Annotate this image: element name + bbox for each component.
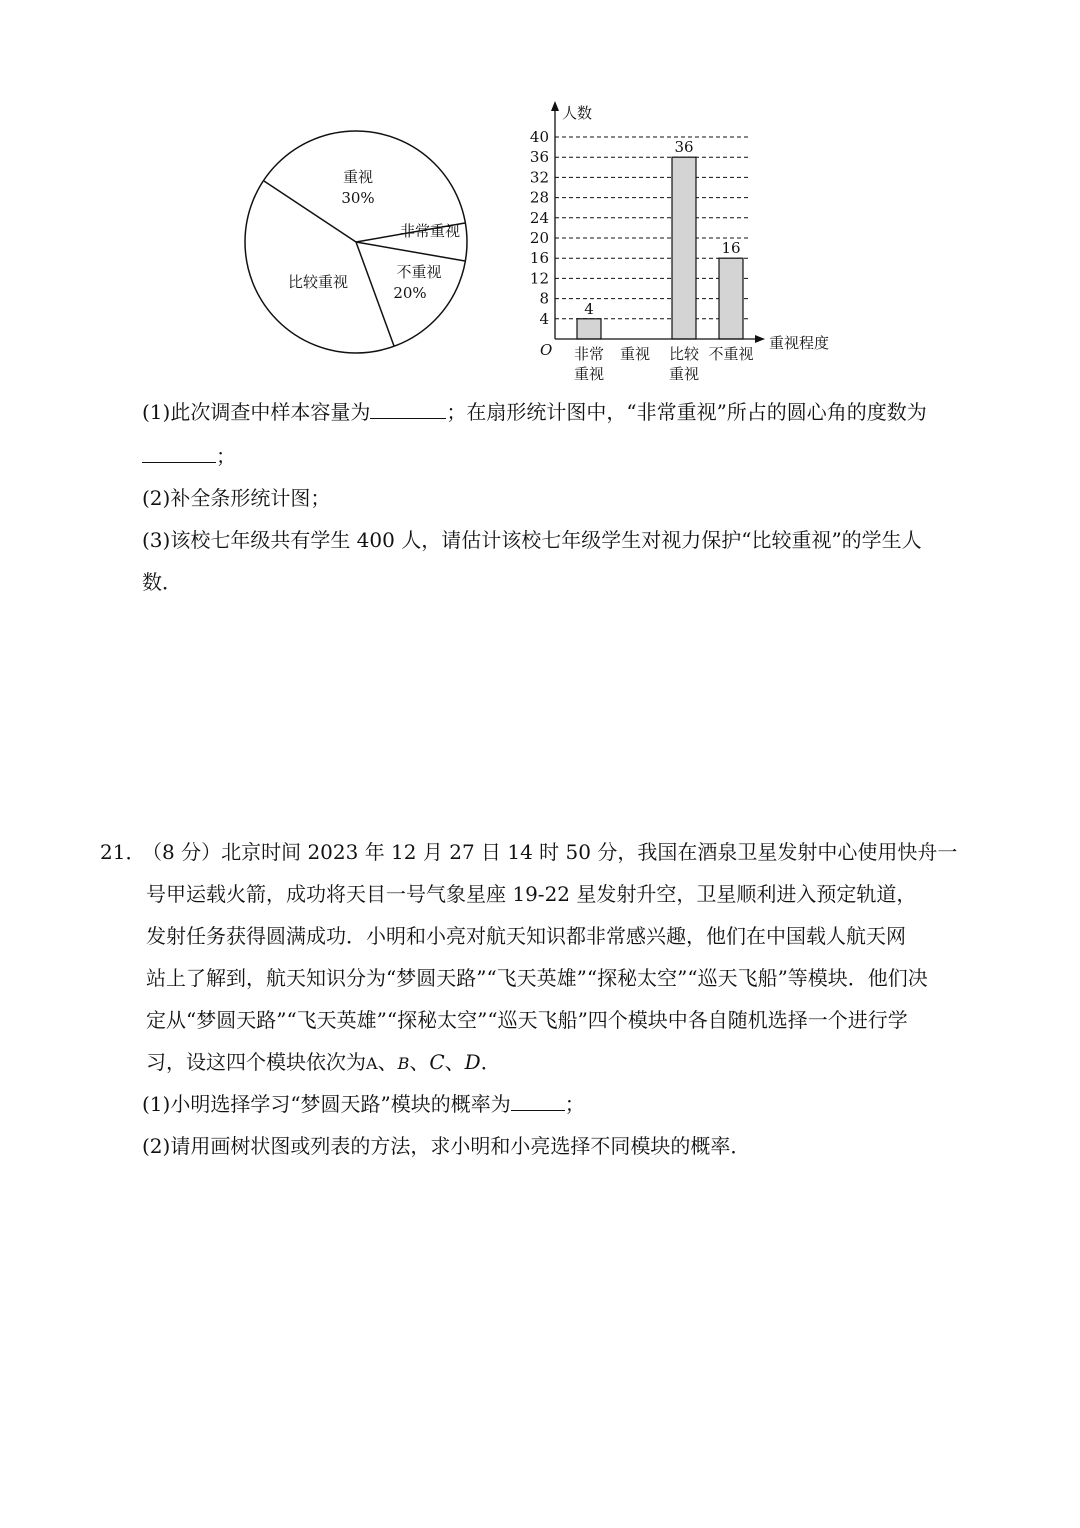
y-tick-label-24: 24: [529, 208, 549, 227]
origin-label: O: [540, 341, 553, 359]
q20-part1-text-b: ；在扇形统计图中，“非常重视”所占的圆心角的度数为: [446, 400, 927, 424]
q20-answer-blank-1[interactable]: [370, 398, 446, 419]
q21-line2: 号甲运载火箭，成功将天目一号气象星座 19-22 星发射升空，卫星顺利进入预定轨道，: [146, 882, 917, 906]
q21-number: 21．: [100, 840, 146, 864]
q20-part1-line2: [142, 442, 236, 470]
y-tick-label-32: 32: [529, 168, 549, 187]
category-label-1-0: 重视: [619, 345, 651, 363]
y-axis-arrow: [551, 101, 559, 111]
pie-label-zhongshi: 重视: [342, 168, 374, 186]
pie-divider-3: [356, 242, 465, 261]
q21-sep-2: 、: [409, 1050, 430, 1074]
q21-line6-text: 习，设这四个模块依次为: [146, 1050, 366, 1074]
bar-3: [719, 258, 743, 339]
pie-label-zhongshi-pct: 30%: [341, 189, 375, 207]
y-tick-label-40: 40: [529, 128, 549, 146]
x-axis-arrow: [755, 335, 765, 343]
bar-chart: [520, 96, 850, 396]
y-tick-label-8: 8: [539, 289, 549, 308]
pie-chart: [236, 128, 476, 368]
category-label-3-0: 不重视: [708, 345, 754, 363]
y-tick-label-28: 28: [529, 188, 549, 207]
q21-line1: （8 分）北京时间 2023 年 12 月 27 日 14 时 50 分，我国在酒泉卫星发射中心使用快舟一: [142, 840, 958, 864]
q21-line6: [146, 1048, 501, 1078]
bar-2: [672, 157, 696, 339]
q21-part1-text-a: (1)小明选择学习“梦圆天路”模块的概率为: [142, 1092, 511, 1116]
category-label-2-0: 比较: [668, 345, 700, 363]
category-label-0-0: 非常: [573, 345, 605, 363]
y-tick-label-12: 12: [529, 269, 549, 288]
q20-answer-blank-2[interactable]: [142, 442, 216, 463]
q20-part1-text-a: (1)此次调查中样本容量为: [142, 400, 371, 424]
bar-value-label-0: 4: [584, 299, 594, 318]
bar-value-label-3: 16: [721, 239, 741, 258]
y-axis-label: 人数: [562, 104, 593, 122]
q20-part1-text-c: ；: [216, 444, 236, 468]
q21-part1: [142, 1090, 585, 1118]
q20-part3-line1: (3)该校七年级共有学生 400 人，请估计该校七年级学生对视力保护“比较重视”的学生人: [142, 528, 922, 552]
y-tick-label-16: 16: [529, 249, 549, 268]
q21-part2: (2)请用画树状图或列表的方法，求小明和小亮选择不同模块的概率．: [142, 1134, 751, 1158]
q21-line3: 发射任务获得圆满成功．小明和小亮对航天知识都非常感兴趣，他们在中国载人航天网: [146, 924, 906, 948]
pie-divider-4: [356, 242, 394, 346]
pie-label-buzhongshi-pct: 20%: [393, 284, 427, 302]
pie-label-feichang: 非常重视: [399, 222, 461, 240]
pie-label-buzhongshi: 不重视: [396, 263, 442, 281]
q20-part1-line1: [142, 398, 927, 426]
q21-part1-text-b: ；: [564, 1092, 585, 1116]
module-b-letter: B: [397, 1054, 410, 1073]
pie-label-bijiao: 比较重视: [287, 273, 349, 291]
category-label-0-1: 重视: [573, 365, 605, 383]
q21-line5: 定从“梦圆天路”“飞天英雄”“探秘太空”“巡天飞船”四个模块中各自随机选择一个进行学: [146, 1008, 908, 1032]
q21-answer-blank[interactable]: [511, 1090, 565, 1111]
q20-part3-line2: 数．: [142, 570, 182, 594]
q21-line4: 站上了解到，航天知识分为“梦圆天路”“飞天英雄”“探秘太空”“巡天飞船”等模块．他们决: [146, 966, 928, 990]
q21-line6-end: ．: [480, 1050, 501, 1074]
bar-0: [577, 319, 601, 339]
q20-part2: (2)补全条形统计图；: [142, 486, 331, 510]
y-tick-label-4: 4: [539, 309, 549, 328]
x-axis-label: 重视程度: [769, 334, 830, 352]
bar-value-label-2: 36: [674, 138, 694, 157]
q21-sep-1: 、: [377, 1050, 398, 1074]
q21-sep-3: 、: [444, 1050, 465, 1074]
y-tick-label-36: 36: [529, 148, 549, 167]
module-d-letter: D: [464, 1050, 481, 1074]
y-tick-label-20: 20: [529, 229, 549, 247]
module-a-letter: A: [366, 1054, 378, 1073]
module-c-letter: C: [429, 1050, 445, 1074]
category-label-2-1: 重视: [668, 365, 700, 383]
